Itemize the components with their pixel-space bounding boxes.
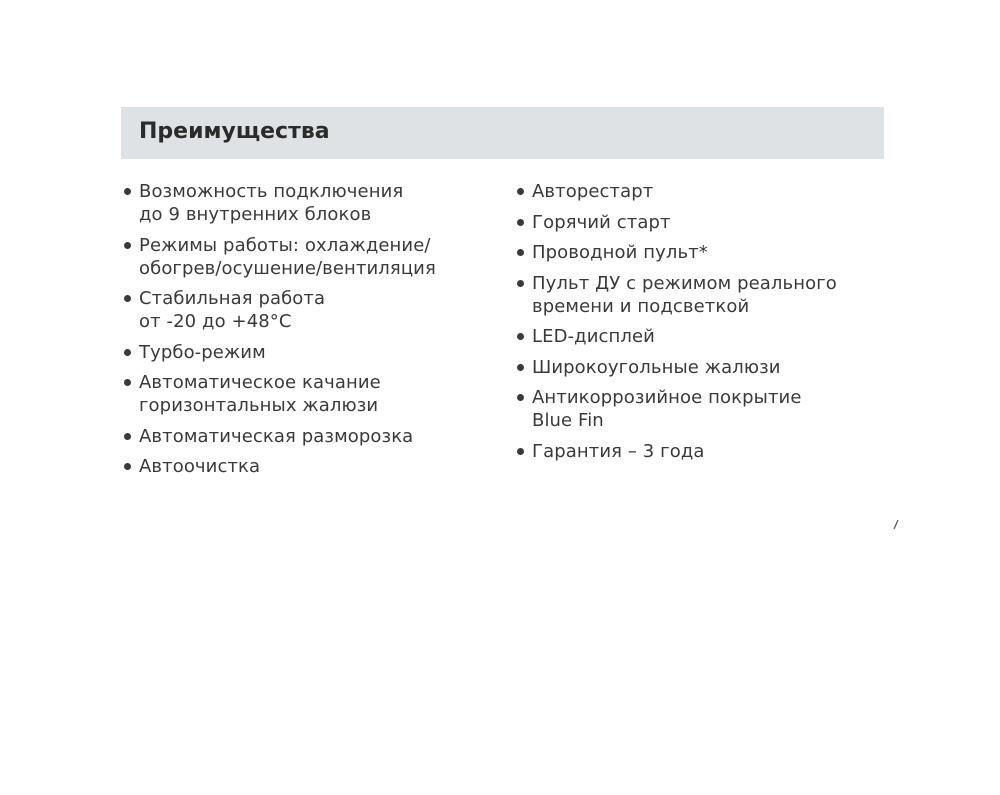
list-item-text: Стабильная работа [139, 288, 326, 309]
list-item [124, 371, 504, 417]
list-item-text: LED-дисплей [532, 326, 655, 347]
list-item-text: Горячий старт [532, 211, 671, 233]
bullet-icon [124, 433, 131, 440]
list-item [124, 341, 504, 364]
list-item-text: обогрев/осушение/вентиляция [139, 257, 436, 279]
bullet-icon [124, 379, 131, 386]
list-item [517, 325, 877, 348]
list-item-text: Blue Fin [532, 410, 604, 431]
advantages-list-right [517, 180, 877, 470]
bullet-icon [517, 364, 524, 371]
bullet-icon [517, 249, 524, 256]
list-item [124, 180, 504, 226]
list-item-text: горизонтальных жалюзи [139, 395, 379, 416]
bullet-icon [517, 394, 524, 401]
advantages-list-left [124, 180, 504, 486]
list-item-text: Широкоугольные жалюзи [532, 356, 781, 378]
list-item-text: до 9 внутренних блоков [139, 204, 372, 225]
list-item-text: Возможность подключения [139, 181, 404, 202]
bullet-icon [124, 295, 131, 302]
bullet-icon [517, 280, 524, 287]
list-item-text: Автоматическое качание [139, 372, 381, 393]
list-item-text: Автоматическая разморозка [139, 425, 414, 447]
bullet-icon [124, 463, 131, 470]
bullet-icon [517, 219, 524, 226]
list-item-text: от -20 до +48°C [139, 311, 292, 332]
stray-mark [893, 518, 899, 530]
list-item [517, 211, 877, 234]
list-item-text: Проводной пульт* [532, 242, 708, 263]
list-item [517, 180, 877, 203]
bullet-icon [124, 188, 131, 195]
list-item [124, 287, 504, 333]
bullet-icon [517, 333, 524, 340]
list-item-text: Турбо-режим [139, 341, 266, 363]
list-item [124, 455, 504, 478]
list-item [124, 425, 504, 448]
list-item-text: Антикоррозийное покрытие [532, 387, 802, 408]
list-item [517, 386, 877, 432]
list-item-text: Гарантия – 3 года [532, 440, 705, 462]
list-item-text: Автоочистка [139, 456, 261, 477]
bullet-icon [124, 242, 131, 249]
bullet-icon [517, 188, 524, 195]
list-item-text: Пульт ДУ с режимом реального [532, 272, 837, 294]
bullet-icon [517, 448, 524, 455]
bullet-icon [124, 349, 131, 356]
section-header [121, 107, 884, 159]
list-item [517, 356, 877, 379]
list-item-text: времени и подсветкой [532, 295, 750, 317]
section-title: Преимущества [139, 119, 330, 144]
list-item-text: Режимы работы: охлаждение/ [139, 234, 431, 256]
list-item-text: Авторестарт [532, 181, 654, 202]
list-item [124, 234, 504, 280]
list-item [517, 241, 877, 264]
list-item [517, 272, 877, 318]
list-item [517, 440, 877, 463]
